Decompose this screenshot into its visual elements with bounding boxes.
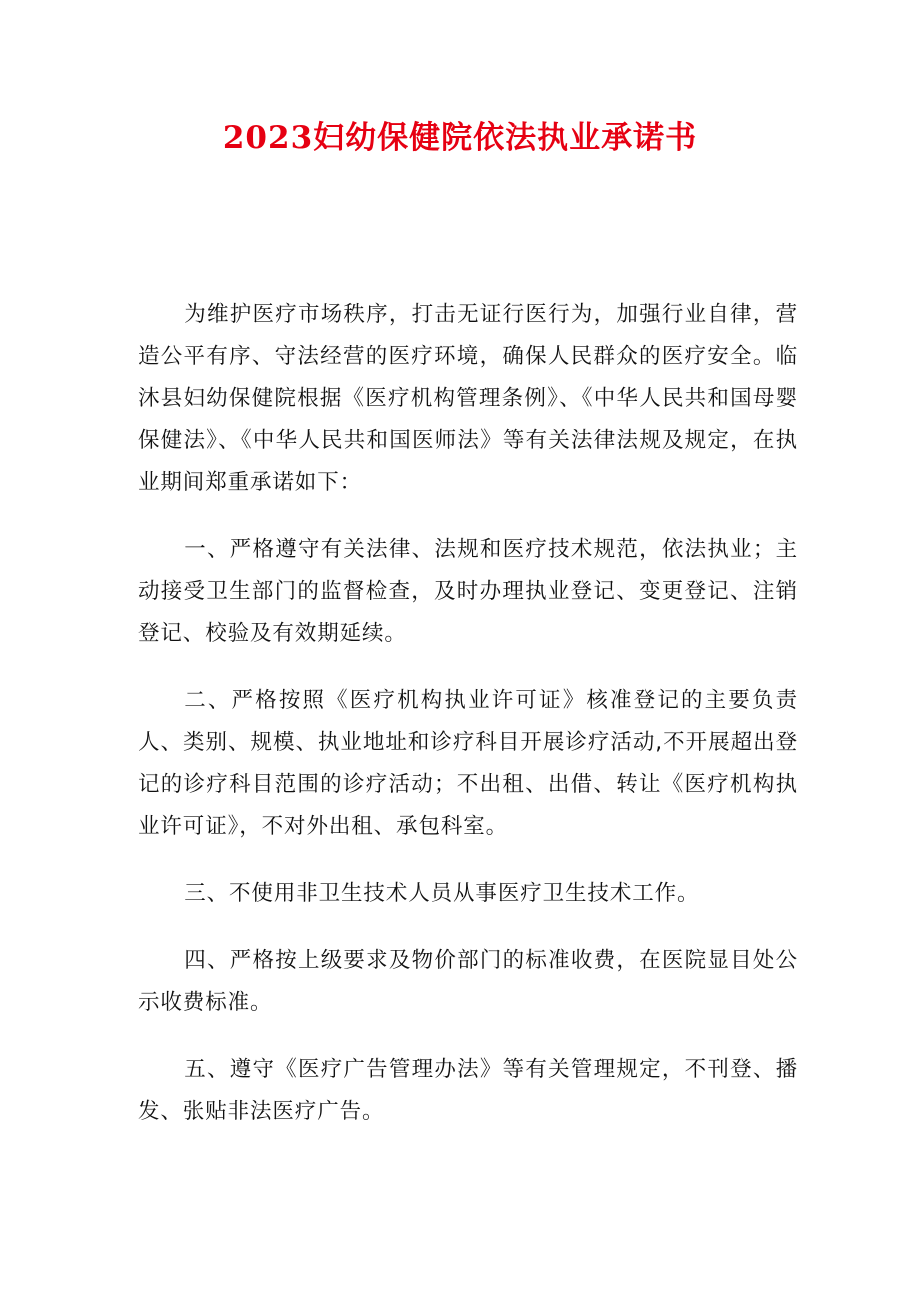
commitment-item-1: 一、严格遵守有关法律、法规和医疗技术规范，依法执业；主动接受卫生部门的监督检查，及时办理执业登记、变更登记、注销登记、校验及有效期延续。: [138, 537, 798, 646]
commitment-item-4: 四、严格按上级要求及物价部门的标准收费，在医院显目处公示收费标准。: [138, 948, 798, 1015]
document-body: [138, 294, 798, 1158]
intro-paragraph: 为维护医疗市场秩序，打击无证行医行为，加强行业自律，营造公平有序、守法经营的医疗环境，确保人民群众的医疗安全。临沐县妇幼保健院根据《医疗机构管理条例》、《中华人民共和国母婴保健法》、《中华人民共和国医师法》等有关法律法规及规定，在执业期间郑重承诺如下：: [138, 302, 798, 495]
commitment-item-2: 二、严格按照《医疗机构执业许可证》核准登记的主要负责人、类别、规模、执业地址和诊疗科目开展诊疗活动,不开展超出登记的诊疗科目范围的诊疗活动；不出租、出借、转让《医疗机构执业许可证》，不对外出租、承包科室。: [138, 688, 798, 839]
commitment-item-3: 三、不使用非卫生技术人员从事医疗卫生技术工作。: [184, 881, 700, 906]
document-title: 2023妇幼保健院依法执业承诺书: [222, 120, 698, 156]
commitment-item-5: 五、遵守《医疗广告管理办法》等有关管理规定，不刊登、播发、张贴非法医疗广告。: [138, 1057, 798, 1124]
